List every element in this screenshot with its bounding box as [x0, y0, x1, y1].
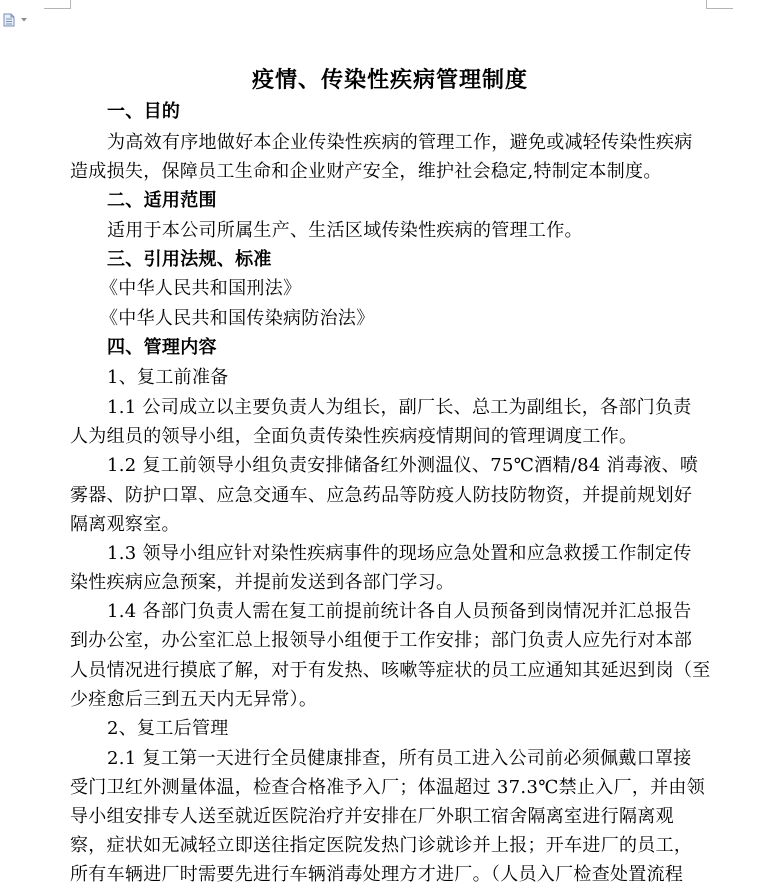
- paragraph-line: 1.2 复工前领导小组负责安排储备红外测温仪、75℃酒精/84 消毒液、喷: [107, 455, 699, 476]
- paragraph-line: 2.1 复工第一天进行全员健康排查，所有员工进入公司前必须佩戴口罩接: [107, 748, 692, 769]
- paragraph-line: 少痊愈后三到五天内无异常）。: [70, 689, 318, 710]
- paragraph-line: 1.1 公司成立以主要负责人为组长，副厂长、总工为副组长，各部门负责: [107, 397, 692, 418]
- subsection-heading: 2、复工后管理: [107, 718, 229, 739]
- paragraph-line: 造成损失，保障员工生命和企业财产安全，维护社会稳定,特制定本制度。: [70, 161, 662, 182]
- paragraph-line: 染性疾病应急预案，并提前发送到各部门学习。: [70, 572, 455, 593]
- crop-mark-right-horizontal: [706, 8, 733, 9]
- chevron-down-icon[interactable]: [20, 17, 28, 23]
- paragraph-line: 人员情况进行摸底了解，对于有发热、咳嗽等症状的员工应通知其延迟到岗（至: [70, 660, 711, 681]
- paragraph-line: 隔离观察室。: [70, 514, 180, 535]
- section-heading-management: 四、管理内容: [107, 337, 217, 358]
- paragraph-line: 导小组安排专人送至就近医院治疗并安排在厂外职工宿舍隔离室进行隔离观: [70, 806, 674, 827]
- crop-mark-left-horizontal: [44, 8, 71, 9]
- paragraph-line: 1.3 领导小组应针对染性疾病事件的现场应急处置和应急救援工作制定传: [107, 543, 692, 564]
- subsection-heading: 1、复工前准备: [107, 367, 229, 388]
- paragraph-line: 1.4 各部门负责人需在复工前提前统计各自人员预备到岗情况并汇总报告: [107, 601, 692, 622]
- paragraph-line: 适用于本公司所属生产、生活区域传染性疾病的管理工作。: [107, 220, 583, 241]
- reference-item: 《中华人民共和国传染病防治法》: [100, 308, 375, 329]
- crop-mark-left-vertical: [70, 0, 71, 8]
- reference-item: 《中华人民共和国刑法》: [100, 278, 302, 299]
- paragraph-line: 察，症状如无减轻立即送往指定医院发热门诊就诊并上报；开车进厂的员工，: [70, 835, 693, 856]
- document-icon[interactable]: [3, 13, 15, 27]
- paragraph-line: 所有车辆进厂时需要先进行车辆消毒处理方才进厂。（人员入厂检查处置流程: [70, 864, 684, 885]
- section-heading-scope: 二、适用范围: [107, 190, 217, 211]
- section-heading-references: 三、引用法规、标准: [107, 249, 272, 270]
- crop-mark-right-vertical: [706, 0, 707, 8]
- paragraph-line: 人为组员的领导小组，全面负责传染性疾病疫情期间的管理调度工作。: [70, 426, 638, 447]
- paragraph-line: 受门卫红外测量体温，检查合格准予入厂；体温超过 37.3℃禁止入厂，并由领: [70, 777, 706, 798]
- editor-top-strip: [0, 0, 784, 40]
- paragraph-line: 为高效有序地做好本企业传染性疾病的管理工作，避免或减轻传染性疾病: [107, 132, 693, 153]
- paragraph-line: 雾器、防护口罩、应急交通车、应急药品等防疫人防技防物资，并提前规划好: [70, 485, 693, 506]
- paragraph-line: 到办公室，办公室汇总上报领导小组便于工作安排；部门负责人应先行对本部: [70, 630, 693, 651]
- section-heading-purpose: 一、目的: [107, 101, 181, 122]
- page-title: 疫情、传染性疾病管理制度: [251, 67, 528, 93]
